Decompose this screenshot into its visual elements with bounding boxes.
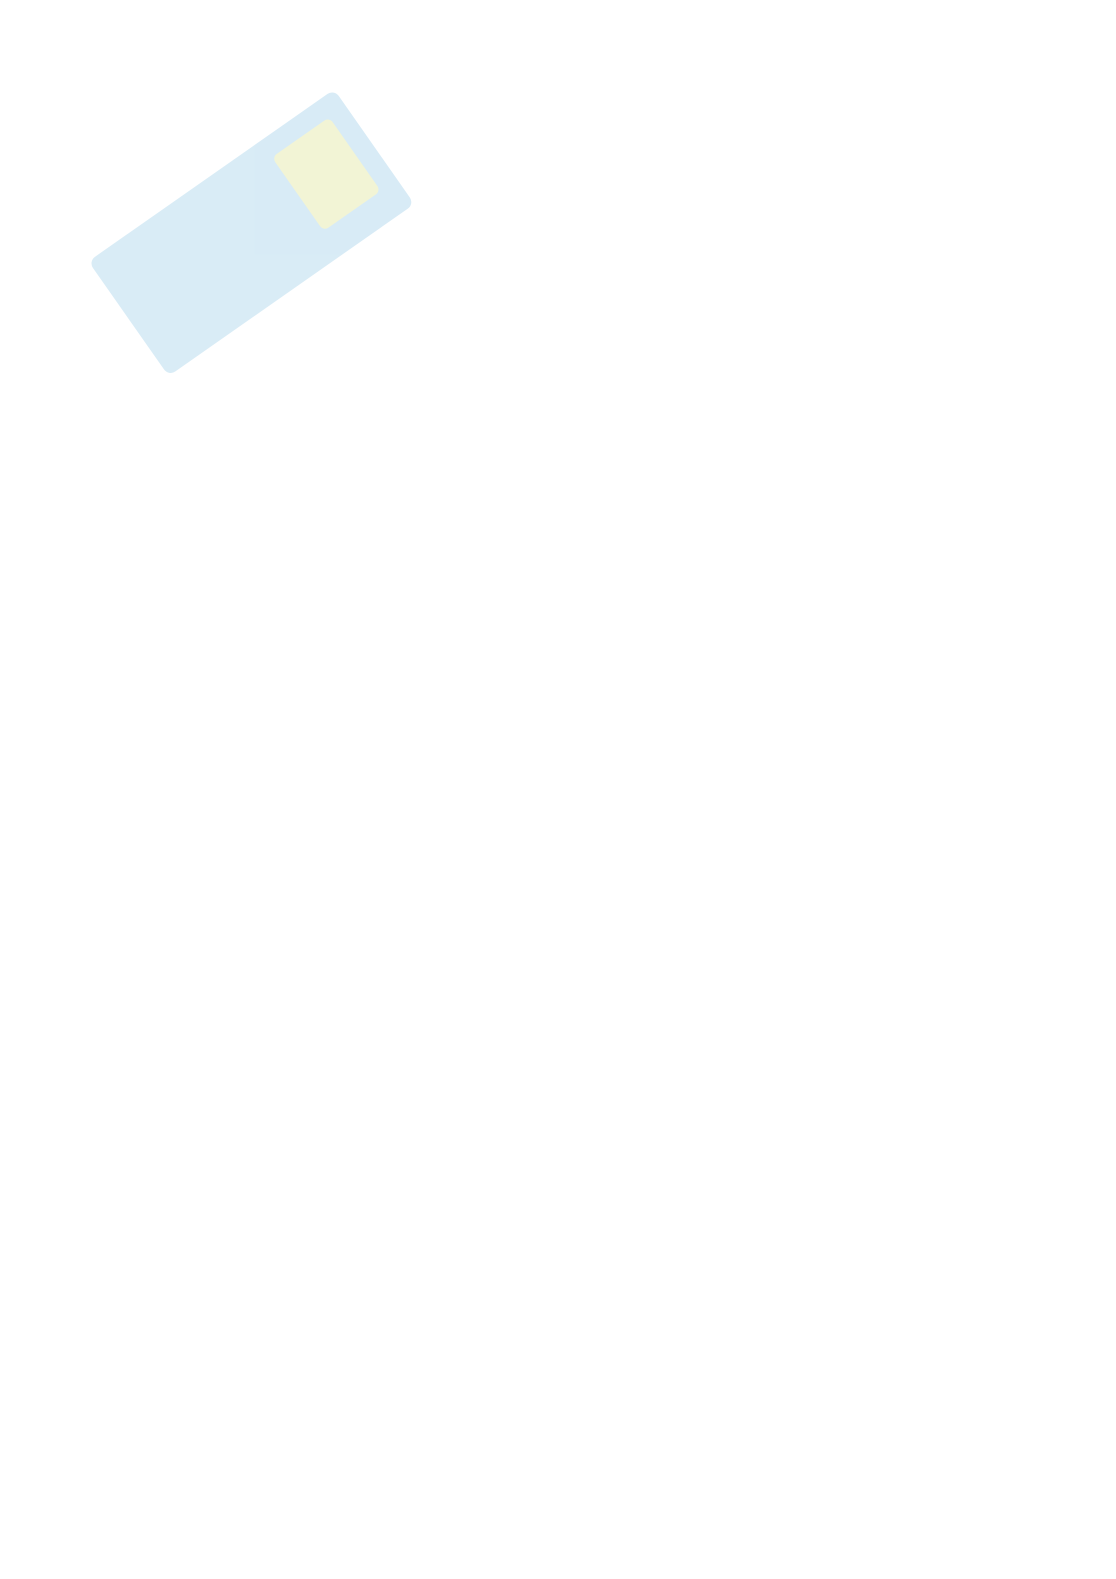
document-page [106, 133, 1006, 201]
watermark-logo [20, 30, 500, 460]
